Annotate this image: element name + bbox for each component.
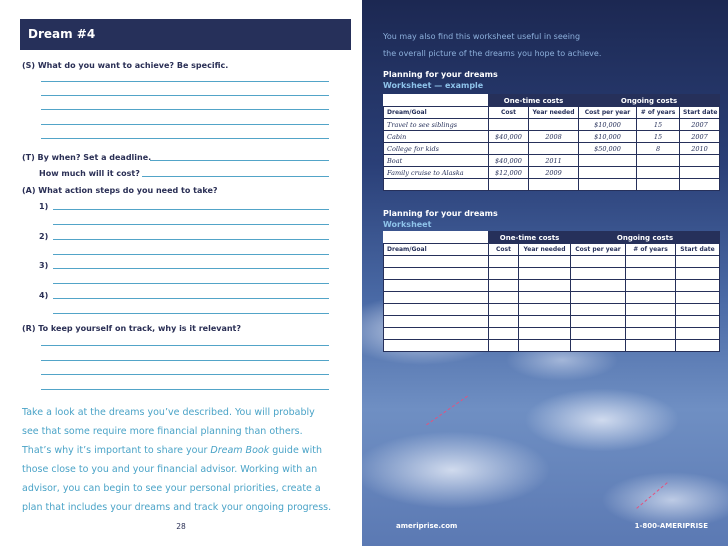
intro-text — [383, 28, 703, 62]
table-cell: College for kids — [384, 143, 489, 155]
blank-title-block — [383, 208, 498, 230]
table-row — [384, 280, 720, 292]
col-year-needed: Year needed — [519, 244, 571, 256]
blank-cell[interactable] — [519, 280, 571, 292]
col-start-date: Start date — [676, 244, 720, 256]
step-2-label: 2) — [39, 232, 49, 241]
table-cell — [384, 179, 489, 191]
group-ongoing: Ongoing costs — [579, 95, 720, 107]
blank-cell[interactable] — [676, 328, 720, 340]
blank-cell[interactable] — [571, 304, 626, 316]
blank-worksheet-table — [383, 231, 720, 352]
answer-line[interactable] — [41, 345, 329, 346]
blank-cell[interactable] — [384, 328, 489, 340]
group-one-time: One-time costs — [489, 232, 571, 244]
table-cell: $12,000 — [489, 167, 529, 179]
table-cell: 2007 — [680, 119, 720, 131]
blank-cell[interactable] — [489, 328, 519, 340]
table-row — [384, 340, 720, 352]
blank-cell[interactable] — [571, 268, 626, 280]
page-number: 28 — [176, 522, 186, 531]
blank-cell[interactable] — [519, 316, 571, 328]
table-row — [384, 155, 720, 167]
table-cell: 2008 — [529, 131, 579, 143]
table-cell: 15 — [637, 119, 680, 131]
table-cell: 8 — [637, 143, 680, 155]
step-line[interactable] — [53, 209, 329, 210]
table-cell — [489, 179, 529, 191]
blank-title: Planning for your dreams — [383, 209, 498, 218]
blank-cell[interactable] — [676, 304, 720, 316]
table-cell — [579, 167, 637, 179]
col-dream-goal: Dream/Goal — [384, 107, 489, 119]
cost-line[interactable] — [142, 176, 329, 177]
blank-cell[interactable] — [489, 316, 519, 328]
table-cell: 2007 — [680, 131, 720, 143]
table-cell — [529, 119, 579, 131]
blank-cell[interactable] — [676, 340, 720, 352]
blank-cell[interactable] — [384, 280, 489, 292]
table-cell: 2009 — [529, 167, 579, 179]
answer-line[interactable] — [41, 374, 329, 375]
step-line[interactable] — [53, 283, 329, 284]
right-page — [362, 0, 728, 546]
example-subtitle: Worksheet — example — [383, 81, 484, 90]
blank-subtitle: Worksheet — [383, 220, 432, 229]
blank-cell[interactable] — [626, 340, 676, 352]
blank-cell[interactable] — [384, 292, 489, 304]
table-row — [384, 268, 720, 280]
answer-line[interactable] — [41, 389, 329, 390]
answer-line[interactable] — [41, 81, 329, 82]
table-cell — [637, 155, 680, 167]
column-header-row — [384, 107, 720, 119]
table-row — [384, 304, 720, 316]
blank-cell[interactable] — [519, 304, 571, 316]
question-specific: (S) What do you want to achieve? Be specific. — [22, 61, 229, 70]
col-num-years: # of years — [637, 107, 680, 119]
step-line[interactable] — [53, 298, 329, 299]
blank-cell[interactable] — [489, 340, 519, 352]
answer-line[interactable] — [41, 124, 329, 125]
blank-cell[interactable] — [489, 268, 519, 280]
blank-cell[interactable] — [626, 268, 676, 280]
blank-cell[interactable] — [519, 340, 571, 352]
question-action: (A) What action steps do you need to take? — [22, 186, 218, 195]
table-cell: Family cruise to Alaska — [384, 167, 489, 179]
blank-cell[interactable] — [571, 316, 626, 328]
step-line[interactable] — [53, 254, 329, 255]
col-num-years: # of years — [626, 244, 676, 256]
example-rows — [384, 119, 720, 191]
closing-paragraph — [22, 403, 346, 517]
table-cell — [680, 179, 720, 191]
group-one-time: One-time costs — [489, 95, 579, 107]
step-4-label: 4) — [39, 291, 49, 300]
answer-line[interactable] — [41, 138, 329, 139]
blank-cell[interactable] — [626, 316, 676, 328]
paragraph-line: advisor, you can begin to see your personal priorities, create a — [22, 483, 321, 494]
table-cell: $40,000 — [489, 155, 529, 167]
paragraph-line: plan that includes your dreams and track your ongoing progress. — [22, 502, 332, 513]
blank-cell[interactable] — [571, 328, 626, 340]
col-start-date: Start date — [680, 107, 720, 119]
footer-phone: 1-800-AMERIPRISE — [634, 522, 708, 530]
blank-cell[interactable] — [676, 256, 720, 268]
blank-cell[interactable] — [571, 340, 626, 352]
table-cell: $40,000 — [489, 131, 529, 143]
table-row — [384, 131, 720, 143]
blank-cell[interactable] — [626, 292, 676, 304]
answer-line[interactable] — [41, 95, 329, 96]
table-row — [384, 143, 720, 155]
table-row — [384, 167, 720, 179]
table-cell — [579, 179, 637, 191]
question-cost: How much will it cost? — [39, 169, 140, 178]
col-year-needed: Year needed — [529, 107, 579, 119]
blank-cell[interactable] — [676, 280, 720, 292]
table-cell: 15 — [637, 131, 680, 143]
question-time: (T) By when? Set a deadline. — [22, 153, 152, 162]
group-header-row — [384, 232, 720, 244]
table-cell — [529, 143, 579, 155]
blank-cell[interactable] — [519, 268, 571, 280]
table-cell: $10,000 — [579, 119, 637, 131]
question-relevant: (R) To keep yourself on track, why is it relevant? — [22, 324, 242, 333]
table-cell — [489, 143, 529, 155]
blank-cell[interactable] — [676, 316, 720, 328]
step-1-label: 1) — [39, 202, 49, 211]
dream-title: Dream #4 — [28, 27, 96, 41]
table-cell — [680, 167, 720, 179]
blank-cell[interactable] — [489, 304, 519, 316]
example-title-block — [383, 69, 498, 91]
deadline-line[interactable] — [150, 160, 329, 161]
paragraph-line: Take a look at the dreams you’ve described. You will probably — [22, 407, 315, 418]
step-line[interactable] — [53, 224, 329, 225]
pen-mark — [426, 396, 468, 425]
table-cell: Boat — [384, 155, 489, 167]
blank-cell[interactable] — [384, 268, 489, 280]
table-cell: Travel to see siblings — [384, 119, 489, 131]
table-cell — [579, 155, 637, 167]
table-cell — [529, 179, 579, 191]
table-cell — [637, 167, 680, 179]
intro-line: You may also find this worksheet useful in seeing — [383, 32, 581, 41]
table-cell — [489, 119, 529, 131]
blank-cell[interactable] — [676, 292, 720, 304]
paragraph-line: That’s why it’s important to share your Dream Book guide with — [22, 445, 322, 456]
blank-cell[interactable] — [626, 280, 676, 292]
dream-header — [20, 19, 351, 50]
col-cost: Cost — [489, 244, 519, 256]
table-row — [384, 119, 720, 131]
blank-cell[interactable] — [489, 292, 519, 304]
table-cell: 2011 — [529, 155, 579, 167]
blank-cell[interactable] — [489, 280, 519, 292]
blank-cell[interactable] — [676, 268, 720, 280]
paragraph-line: those close to you and your financial advisor. Working with an — [22, 464, 318, 475]
table-row — [384, 256, 720, 268]
blank-cell[interactable] — [384, 304, 489, 316]
blank-cell[interactable] — [384, 256, 489, 268]
step-line[interactable] — [53, 239, 329, 240]
table-row — [384, 292, 720, 304]
table-cell — [637, 179, 680, 191]
col-cost-per-year: Cost per year — [571, 244, 626, 256]
table-cell: $10,000 — [579, 131, 637, 143]
blank-cell[interactable] — [519, 292, 571, 304]
table-row — [384, 328, 720, 340]
blank-cell[interactable] — [384, 340, 489, 352]
step-line[interactable] — [53, 313, 329, 314]
col-cost: Cost — [489, 107, 529, 119]
table-cell: 2010 — [680, 143, 720, 155]
step-line[interactable] — [53, 268, 329, 269]
blank-cell[interactable] — [571, 292, 626, 304]
blank-cell[interactable] — [384, 316, 489, 328]
table-cell: $50,000 — [579, 143, 637, 155]
footer-website: ameriprise.com — [396, 522, 458, 530]
blank-cell[interactable] — [519, 256, 571, 268]
blank-cell[interactable] — [626, 256, 676, 268]
table-cell — [680, 155, 720, 167]
column-header-row — [384, 244, 720, 256]
example-title: Planning for your dreams — [383, 70, 498, 79]
blank-cell[interactable] — [571, 256, 626, 268]
blank-rows — [384, 256, 720, 352]
table-cell: Cabin — [384, 131, 489, 143]
blank-cell[interactable] — [571, 280, 626, 292]
blank-cell[interactable] — [519, 328, 571, 340]
col-dream-goal: Dream/Goal — [384, 244, 489, 256]
answer-line[interactable] — [41, 360, 329, 361]
blank-cell[interactable] — [489, 256, 519, 268]
example-worksheet-table — [383, 94, 720, 191]
left-page — [0, 0, 362, 546]
col-cost-per-year: Cost per year — [579, 107, 637, 119]
intro-line: the overall picture of the dreams you hope to achieve. — [383, 49, 602, 58]
table-row — [384, 316, 720, 328]
blank-cell[interactable] — [626, 304, 676, 316]
table-row — [384, 179, 720, 191]
group-header-row — [384, 95, 720, 107]
blank-cell[interactable] — [626, 328, 676, 340]
step-3-label: 3) — [39, 261, 49, 270]
pen-mark — [636, 482, 667, 508]
answer-line[interactable] — [41, 109, 329, 110]
group-ongoing: Ongoing costs — [571, 232, 720, 244]
paragraph-line: see that some require more financial planning than others. — [22, 426, 303, 437]
